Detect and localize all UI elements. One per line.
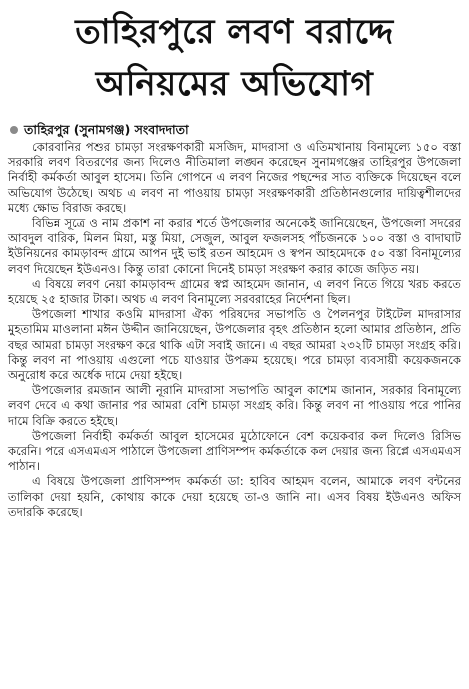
bullet-icon	[10, 126, 18, 134]
paragraph: কোরবানির পশুর চামড়া সংরক্ষণকারী মসজিদ, মাদরাসা ও এতিমখানায় বিনামূল্যে ১৫০ বস্তা সরকারি লবণ বিতরণের জন্য দিলেও নীতিমালা লঙ্ঘন করেছেন সুনামগঞ্জের তাহিরপুর উপজেলা নির্বাহী কর্মকর্তা আবুল হাসেম। তিনি গোপনে এ লবণ নিজের পছন্দের সাত ব্যক্তিকে দিয়েছেন বলে অভিযোগ উঠেছে। অথচ এ লবণ না পাওয়ায় চামড়া সংরক্ষণকারী প্রতিষ্ঠানগুলোর দায়িত্বশীলদের মধ্যে ক্ষোভ বিরাজ করছে।	[8, 140, 461, 215]
article-body	[8, 140, 461, 520]
paragraph: উপজেলার রমজান আলী নূরানি মাদরাসা সভাপতি আবুল কাশেম জানান, সরকার বিনামূল্যে লবণ দেবে এ কথা জানার পর আমরা বেশি চামড়া সংগ্রহ করি। কিন্তু লবণ না পাওয়ায় পরে পানির দামে বিক্রি করতে হইছে।	[8, 383, 461, 428]
byline-text: তাহিরপুর (সুনামগঞ্জ) সংবাদদাতা	[24, 122, 189, 137]
paragraph: এ বিষয়ে লবণ নেয়া কামড়াবন্দ গ্রামের স্বপ্ন আহমেদ জানান, এ লবণ নিতে গিয়ে খরচ করতে হয়েছে ২৫ হাজার টাকা। অথচ এ লবণ বিনামূল্যে সরবরাহের নির্দেশনা ছিল।	[8, 276, 461, 307]
paragraph: বিভিন্ন সূত্রে ও নাম প্রকাশ না করার শর্তে উপজেলার অনেকেই জানিয়েছেন, উপজেলা সদরের আবদুল বারিক, মিলন মিয়া, মস্তু মিয়া, সেজুল, আবুল ফজলসহ পাঁচজনকে ১০০ বস্তা ও বাদাঘাট ইউনিয়নের কামড়াবন্দ গ্রামে আপন দুই ভাই রতন আহমেদ ও স্বপন আহমেদকে ৫০ বস্তা বিনামূল্যের লবণ দিয়েছেন ইউএনও। কিন্তু তারা কোনো দিনেই চামড়া সংরক্ষণ করার কাজে জড়িত নয়।	[8, 216, 461, 276]
paragraph: উপজেলা নির্বাহী কর্মকর্তা আবুল হাসেমের মুঠোফোনে বেশ কয়েকবার কল দিলেও রিসিভ করেনি। পরে এসএমএস পাঠালে উপজেলা প্রাণিসম্পদ কর্মকর্তাকে কল দেয়ার জন্য রিপ্লে এসএমএস পাঠান।	[8, 428, 461, 474]
paragraph: এ বিষয়ে উপজেলা প্রাণিসম্পদ কর্মকর্তা ডা: হাবিব আহমদ বলেন, আমাকে লবণ বন্টনের তালিকা দেয়া হয়নি, কোথায় কাকে দেয়া হয়েছে তা-ও জানি না। এসব বিষয় ইউএনও অফিস তদারকি করেছে।	[8, 474, 461, 519]
paragraph: উপজেলা শাখার কওমি মাদরাসা ঐক্য পরিষদের সভাপতি ও পৈলনপুর টাইটেল মাদরাসার মুহতামিম মাওলানা মঈন উদ্দীন জানিয়েছেন, উপজেলার বৃহৎ প্রতিষ্ঠান হলো আমার প্রতিষ্ঠান, প্রতি বছর আমরা চামড়া সংরক্ষণ করে থাকি এটা সবাই জানে। এ বছর আমরা ২৩২টি চামড়া সংগ্রহ করি। কিন্তু লবণ না পাওয়ায় এগুলো পচে যাওয়ার উপক্রম হয়েছে। পরে চামড়া ব্যবসায়ী কয়েকজনকে অনুরোধ করে অর্ধেক দামে দেয়া হইছে।	[8, 307, 461, 383]
headline-line-1: তাহিরপুরে লবণ বরাদ্দে	[75, 12, 394, 52]
headline-line-2: অনিয়মের অভিযোগ	[95, 64, 374, 104]
byline	[10, 122, 459, 138]
